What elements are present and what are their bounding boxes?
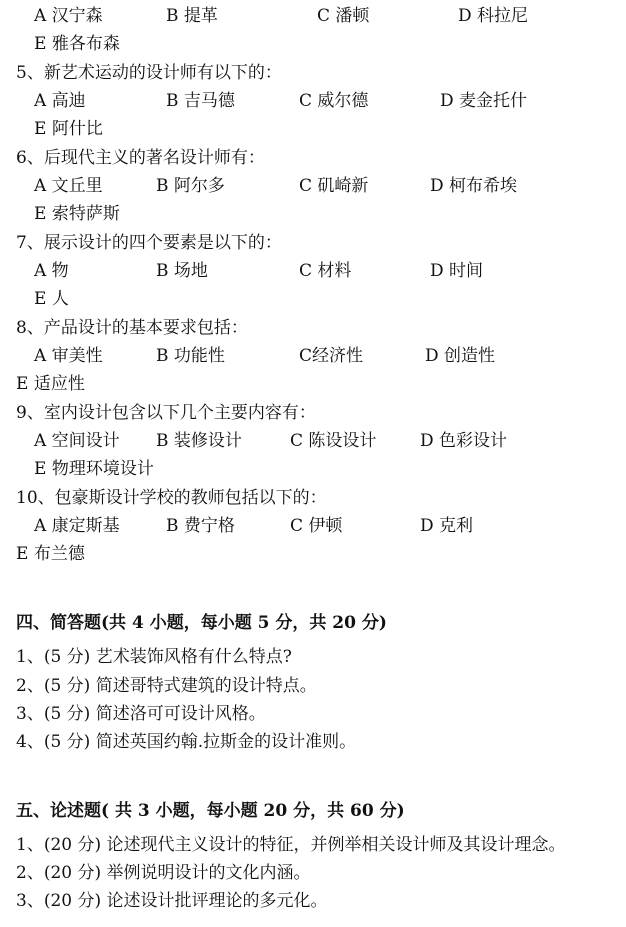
section5-item-3: 3、(20 分) 论述设计批评理论的多元化。 (16, 891, 328, 911)
q10-option-a: A 康定斯基 (34, 516, 120, 536)
q8-option-d: D 创造性 (425, 346, 496, 366)
q10-option-b: B 费宁格 (166, 516, 235, 536)
q9-stem: 9、室内设计包含以下几个主要内容有： (16, 403, 316, 423)
section4-item-4: 4、(5 分) 简述英国约翰.拉斯金的设计准则。 (16, 732, 357, 752)
q9-option-c: C 陈设设计 (290, 431, 377, 451)
q9-option-b: B 装修设计 (156, 431, 242, 451)
q6-stem: 6、后现代主义的著名设计师有： (16, 148, 265, 168)
q6-option-d: D 柯布希埃 (430, 176, 518, 196)
q5-option-d: D 麦金托什 (440, 91, 528, 111)
q4-option-a: A 汉宁森 (34, 6, 103, 26)
q6-option-e: E 索特萨斯 (34, 204, 120, 224)
q4-option-e: E 雅各布森 (34, 34, 120, 54)
q8-stem: 8、产品设计的基本要求包括： (16, 318, 248, 338)
q7-option-a: A 物 (34, 261, 69, 281)
q9-option-e: E 物理环境设计 (34, 459, 154, 479)
q5-option-e: E 阿什比 (34, 119, 103, 139)
q10-option-c: C 伊顿 (290, 516, 343, 536)
q9-option-a: A 空间设计 (34, 431, 120, 451)
q7-option-c: C 材料 (299, 261, 352, 281)
q8-option-e: E 适应性 (16, 374, 85, 394)
q7-option-b: B 场地 (156, 261, 208, 281)
q4-option-c: C 潘顿 (317, 6, 370, 26)
q8-option-b: B 功能性 (156, 346, 225, 366)
section4-item-2: 2、(5 分) 简述哥特式建筑的设计特点。 (16, 676, 317, 696)
q10-option-d: D 克利 (420, 516, 474, 536)
q5-option-b: B 吉马德 (166, 91, 235, 111)
q7-option-d: D 时间 (430, 261, 484, 281)
q5-option-a: A 高迪 (34, 91, 86, 111)
section4-item-3: 3、(5 分) 简述洛可可设计风格。 (16, 704, 266, 724)
section4-item-1: 1、(5 分) 艺术装饰风格有什么特点? (16, 647, 292, 667)
q5-stem: 5、新艺术运动的设计师有以下的： (16, 63, 282, 83)
q8-option-a: A 审美性 (34, 346, 103, 366)
q7-option-e: E 人 (34, 289, 69, 309)
q6-option-c: C 矶崎新 (299, 176, 369, 196)
q8-option-c: C经济性 (299, 346, 364, 366)
section5-title: 五、论述题( 共 3 小题，每小题 20 分，共 60 分) (16, 801, 405, 821)
q4-option-b: B 提革 (166, 6, 218, 26)
q9-option-d: D 色彩设计 (420, 431, 508, 451)
q6-option-a: A 文丘里 (34, 176, 103, 196)
section5-item-2: 2、(20 分) 举例说明设计的文化内涵。 (16, 863, 311, 883)
q4-option-d: D 科拉尼 (458, 6, 529, 26)
q5-option-c: C 威尔德 (299, 91, 369, 111)
q7-stem: 7、展示设计的四个要素是以下的： (16, 233, 282, 253)
q10-option-e: E 布兰德 (16, 544, 85, 564)
q10-stem: 10、包豪斯设计学校的教师包括以下的： (16, 488, 327, 508)
q6-option-b: B 阿尔多 (156, 176, 225, 196)
section4-title: 四、简答题(共 4 小题，每小题 5 分，共 20 分) (16, 613, 387, 633)
section5-item-1: 1、(20 分) 论述现代主义设计的特征，并例举相关设计师及其设计理念。 (16, 835, 566, 855)
